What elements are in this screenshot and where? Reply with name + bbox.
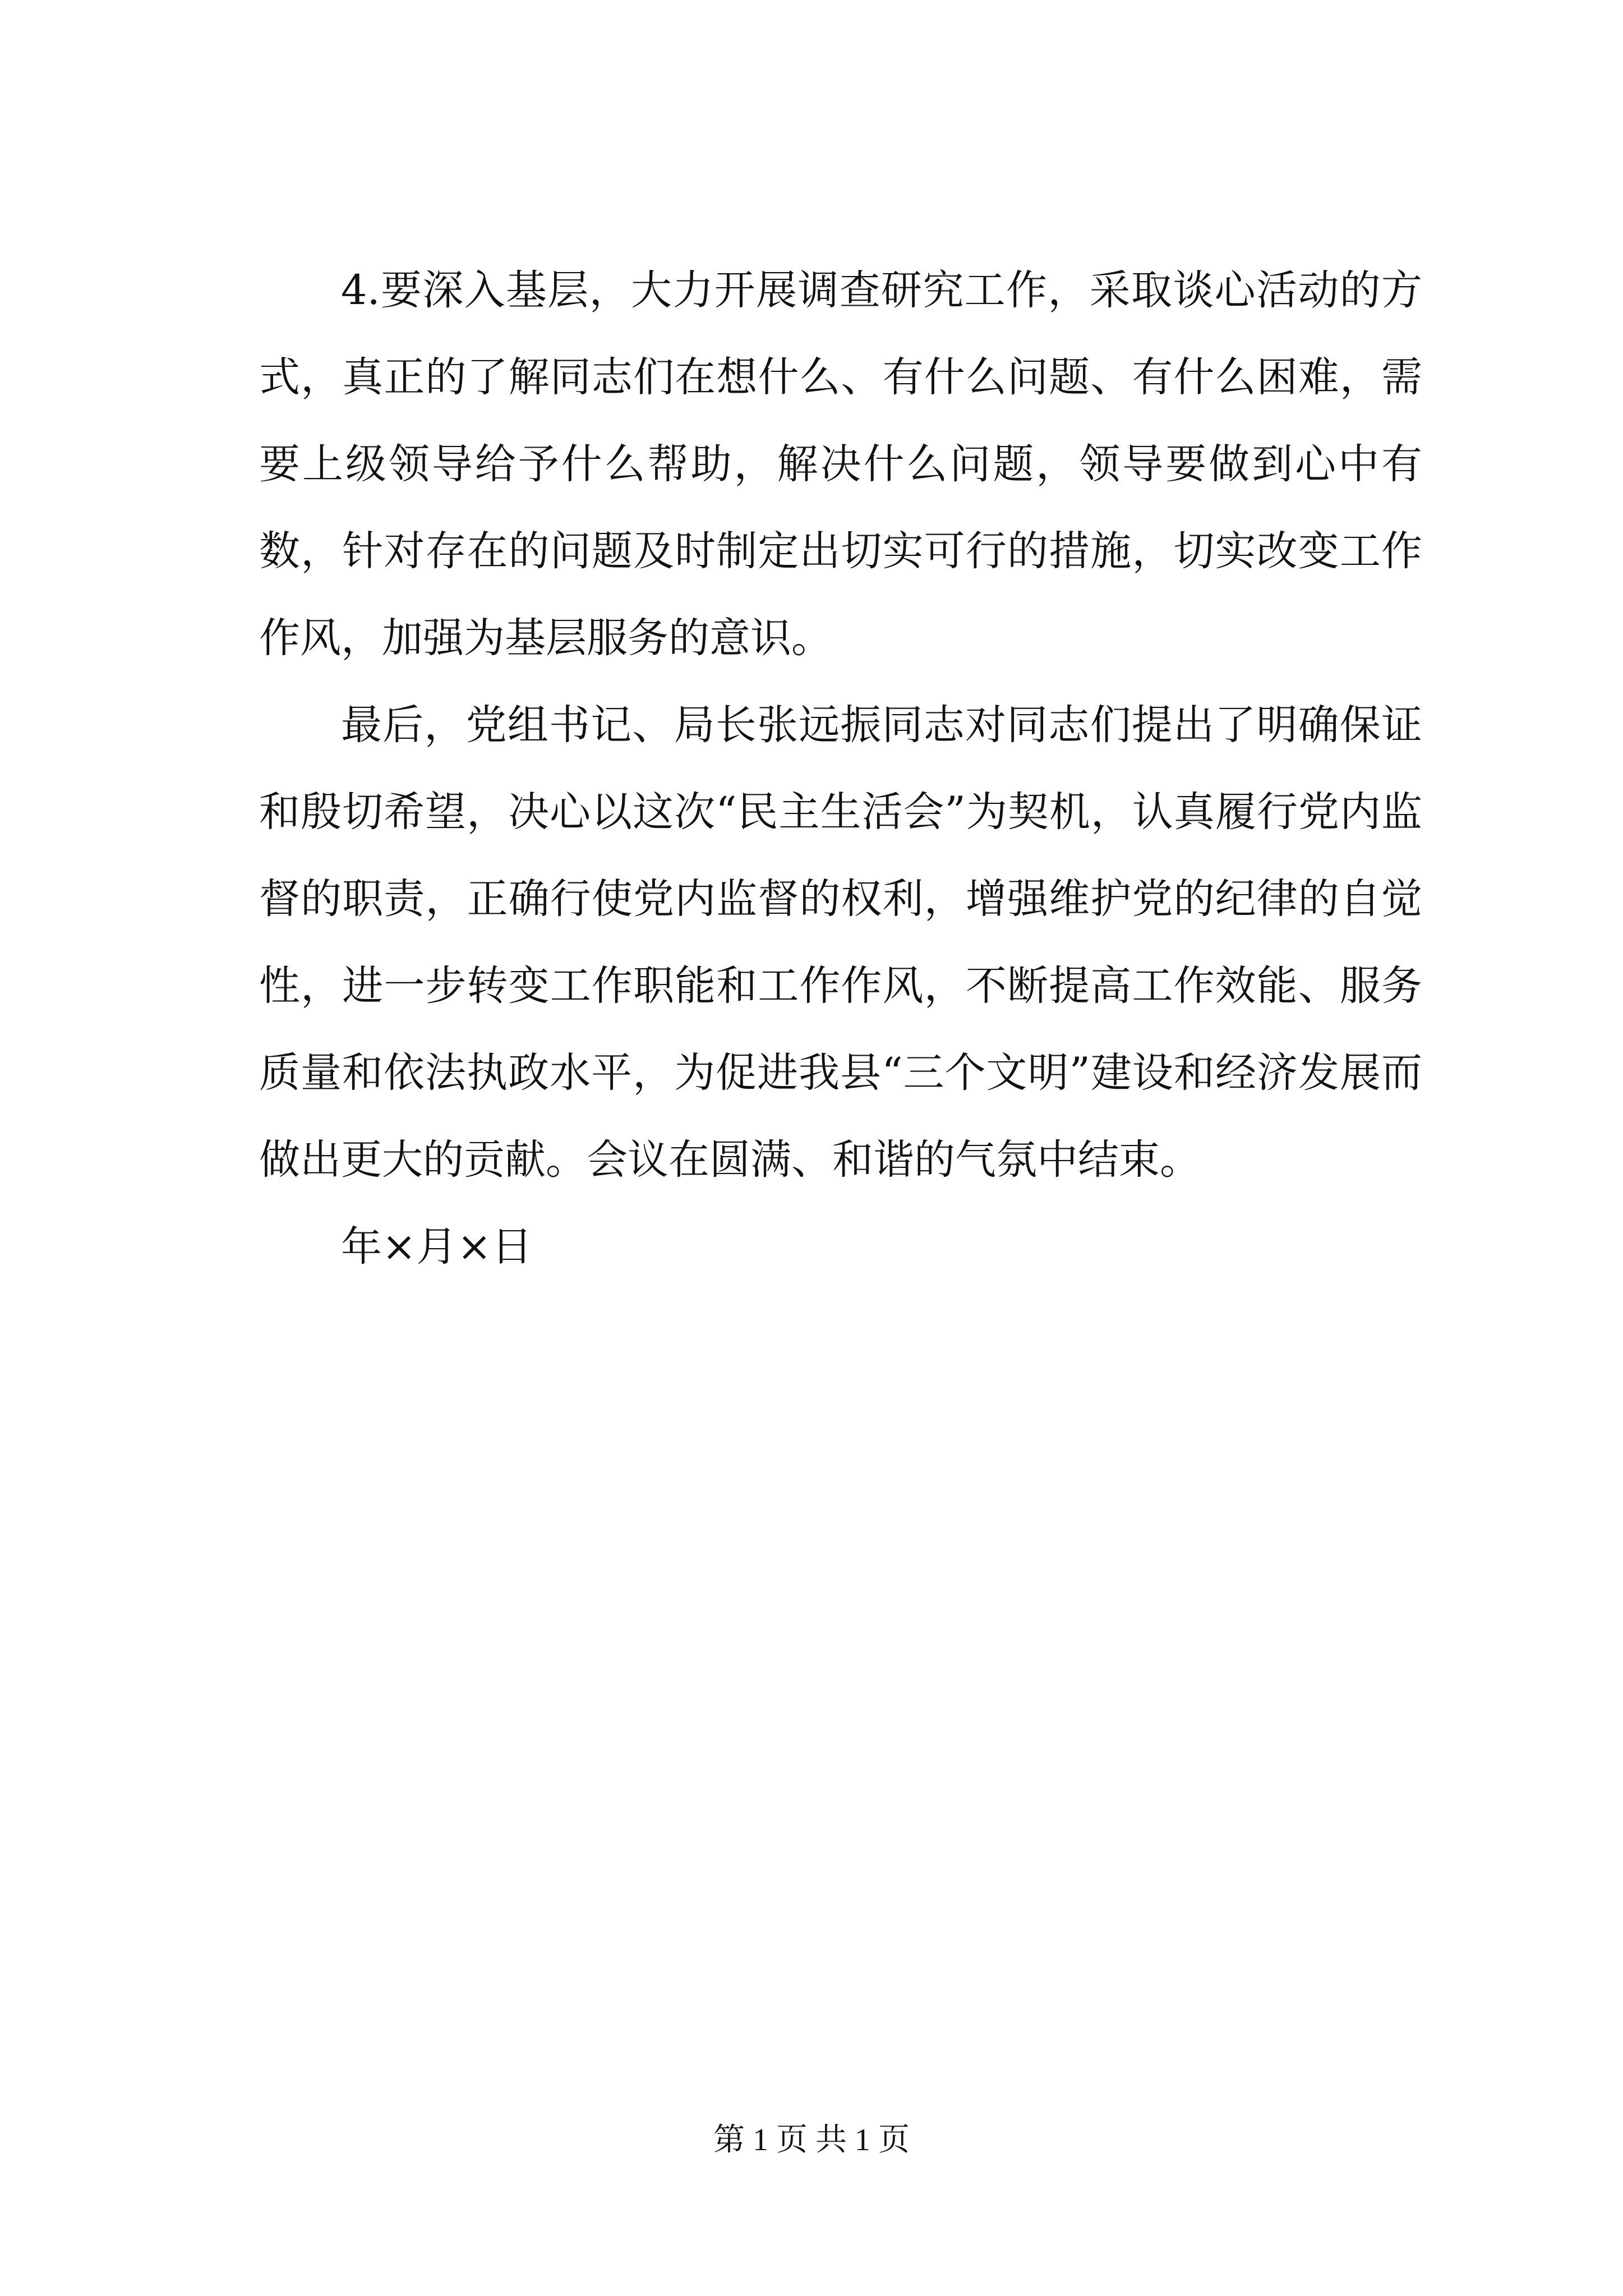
paragraph-date: 年×月×日 (341, 1223, 533, 1271)
paragraph-closing-remarks: 最后，党组书记、局长张远振同志对同志们提出了明确保证和殷切希望，决心以这次“民主生活会”为契机，认真履行党内监督的职责，正确行使党内监督的权利，增强维护党的纪律的自觉性，进一步转变工作职能和工作作风，不断提高工作效能、服务质量和依法执政水平，为促进我县“三个文明”建设和经济发展而做出更大的贡献。会议在圆满、和谐的气氛中结束。 (259, 701, 1422, 1184)
paragraph-item-4: 4.要深入基层，大力开展调查研究工作，采取谈心活动的方式，真正的了解同志们在想什么、有什么问题、有什么困难，需要上级领导给予什么帮助，解决什么问题，领导要做到心中有数，针对存在的问题及时制定出切实可行的措施，切实改变工作作风，加强为基层服务的意识。 (259, 266, 1422, 662)
page-footer: 第 1 页 共 1 页 (713, 2123, 910, 2157)
document-body (259, 247, 1422, 1290)
